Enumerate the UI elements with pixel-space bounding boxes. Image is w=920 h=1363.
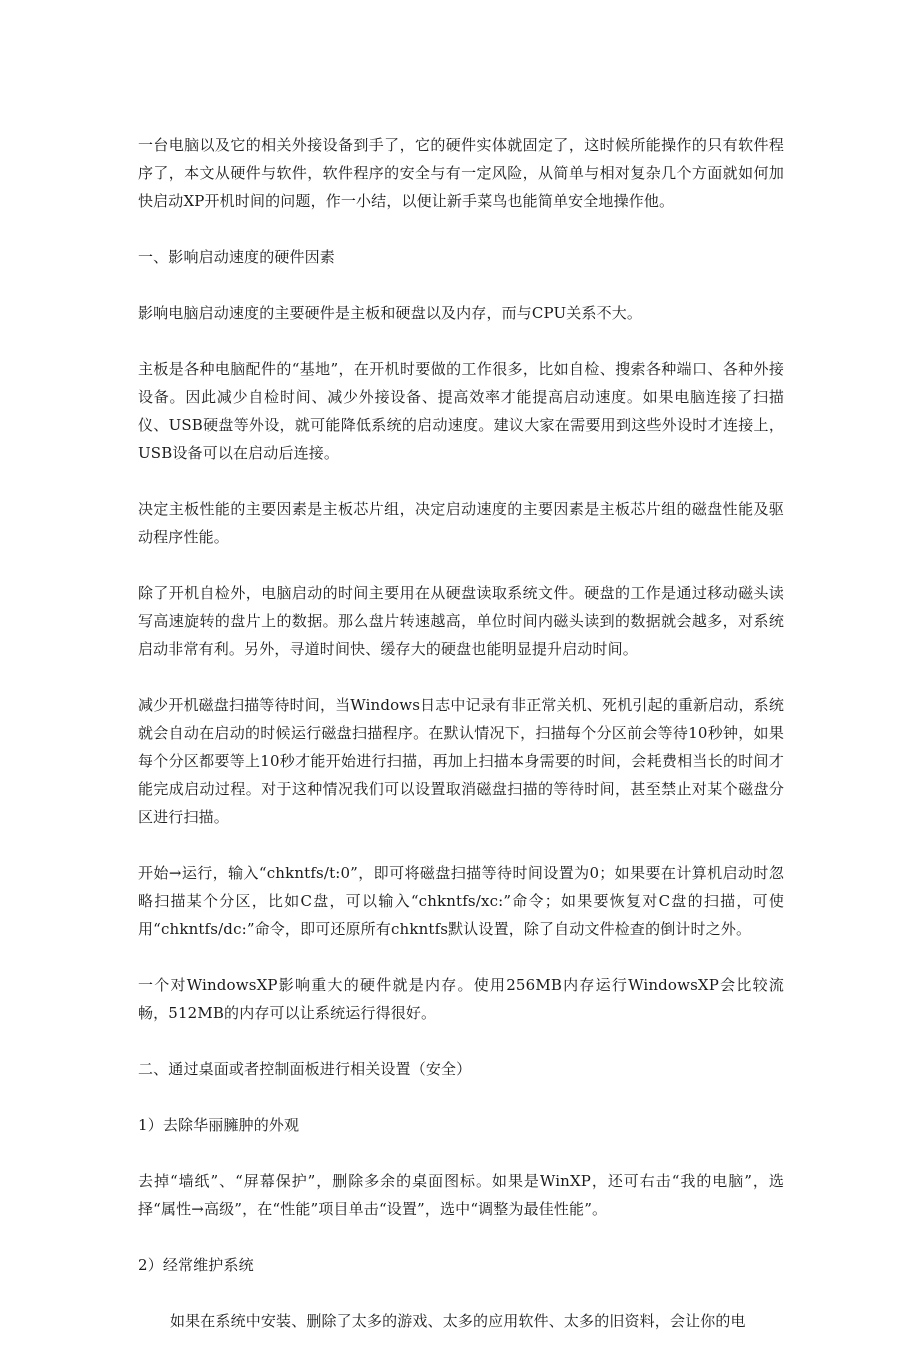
paragraph-chipset: 决定主板性能的主要因素是主板芯片组，决定启动速度的主要因素是主板芯片组的磁盘性能及驱动程序性能。	[138, 500, 784, 546]
paragraph-chkntfs: 开始→运行，输入“chkntfs/t:0”，即可将磁盘扫描等待时间设置为0；如果要在计算机启动时忽略扫描某个分区，比如C盘，可以输入“chkntfs/xc:”命令；如果要恢复对C盘的扫描，可使用“chkntfs/dc:”命令，即可还原所有chkntfs默认设置，除了自动文件检查的倒计时之外。	[138, 864, 784, 938]
intro-paragraph: 一台电脑以及它的相关外接设备到手了，它的硬件实体就固定了，这时候所能操作的只有软件程序了，本文从硬件与软件，软件程序的安全与有一定风险，从简单与相对复杂几个方面就如何加快启动XP开机时间的问题，作一小结，以便让新手菜鸟也能简单安全地操作他。	[138, 136, 784, 210]
subheading-maintain-system: 2）经常维护系统	[138, 1256, 254, 1274]
paragraph-wallpaper: 去掉“墙纸”、“屏幕保护”，删除多余的桌面图标。如果是WinXP，还可右击“我的电脑”，选择“属性→高级”，在“性能”项目单击“设置”，选中“调整为最佳性能”。	[138, 1172, 784, 1218]
section-heading-desktop-settings: 二、通过桌面或者控制面板进行相关设置（安全）	[138, 1060, 472, 1078]
paragraph-hardware-summary: 影响电脑启动速度的主要硬件是主板和硬盘以及内存，而与CPU关系不大。	[138, 304, 643, 322]
section-heading-hardware: 一、影响启动速度的硬件因素	[138, 248, 335, 266]
paragraph-memory: 一个对WindowsXP影响重大的硬件就是内存。使用256MB内存运行WindowsXP会比较流畅，512MB的内存可以让系统运行得很好。	[138, 976, 784, 1022]
paragraph-harddisk: 除了开机自检外，电脑启动的时间主要用在从硬盘读取系统文件。硬盘的工作是通过移动磁头读写高速旋转的盘片上的数据。那么盘片转速越高，单位时间内磁头读到的数据就会越多，对系统启动非常有利。另外，寻道时间快、缓存大的硬盘也能明显提升启动时间。	[138, 584, 784, 658]
paragraph-maintain-start: 如果在系统中安装、删除了太多的游戏、太多的应用软件、太多的旧资料，会让你的电	[170, 1312, 746, 1330]
paragraph-motherboard: 主板是各种电脑配件的“基地”，在开机时要做的工作很多，比如自检、搜索各种端口、各种外接设备。因此减少自检时间、减少外接设备、提高效率才能提高启动速度。如果电脑连接了扫描仪、USB硬盘等外设，就可能降低系统的启动速度。建议大家在需要用到这些外设时才连接上，USB设备可以在启动后连接。	[138, 360, 784, 462]
paragraph-disk-scan: 减少开机磁盘扫描等待时间，当Windows日志中记录有非正常关机、死机引起的重新启动，系统就会自动在启动的时候运行磁盘扫描程序。在默认情况下，扫描每个分区前会等待10秒钟，如果每个分区都要等上10秒才能开始进行扫描，再加上扫描本身需要的时间，会耗费相当长的时间才能完成启动过程。对于这种情况我们可以设置取消磁盘扫描的等待时间，甚至禁止对某个磁盘分区进行扫描。	[138, 696, 784, 826]
document-body	[138, 131, 784, 1363]
subheading-remove-appearance: 1）去除华丽臃肿的外观	[138, 1116, 300, 1134]
